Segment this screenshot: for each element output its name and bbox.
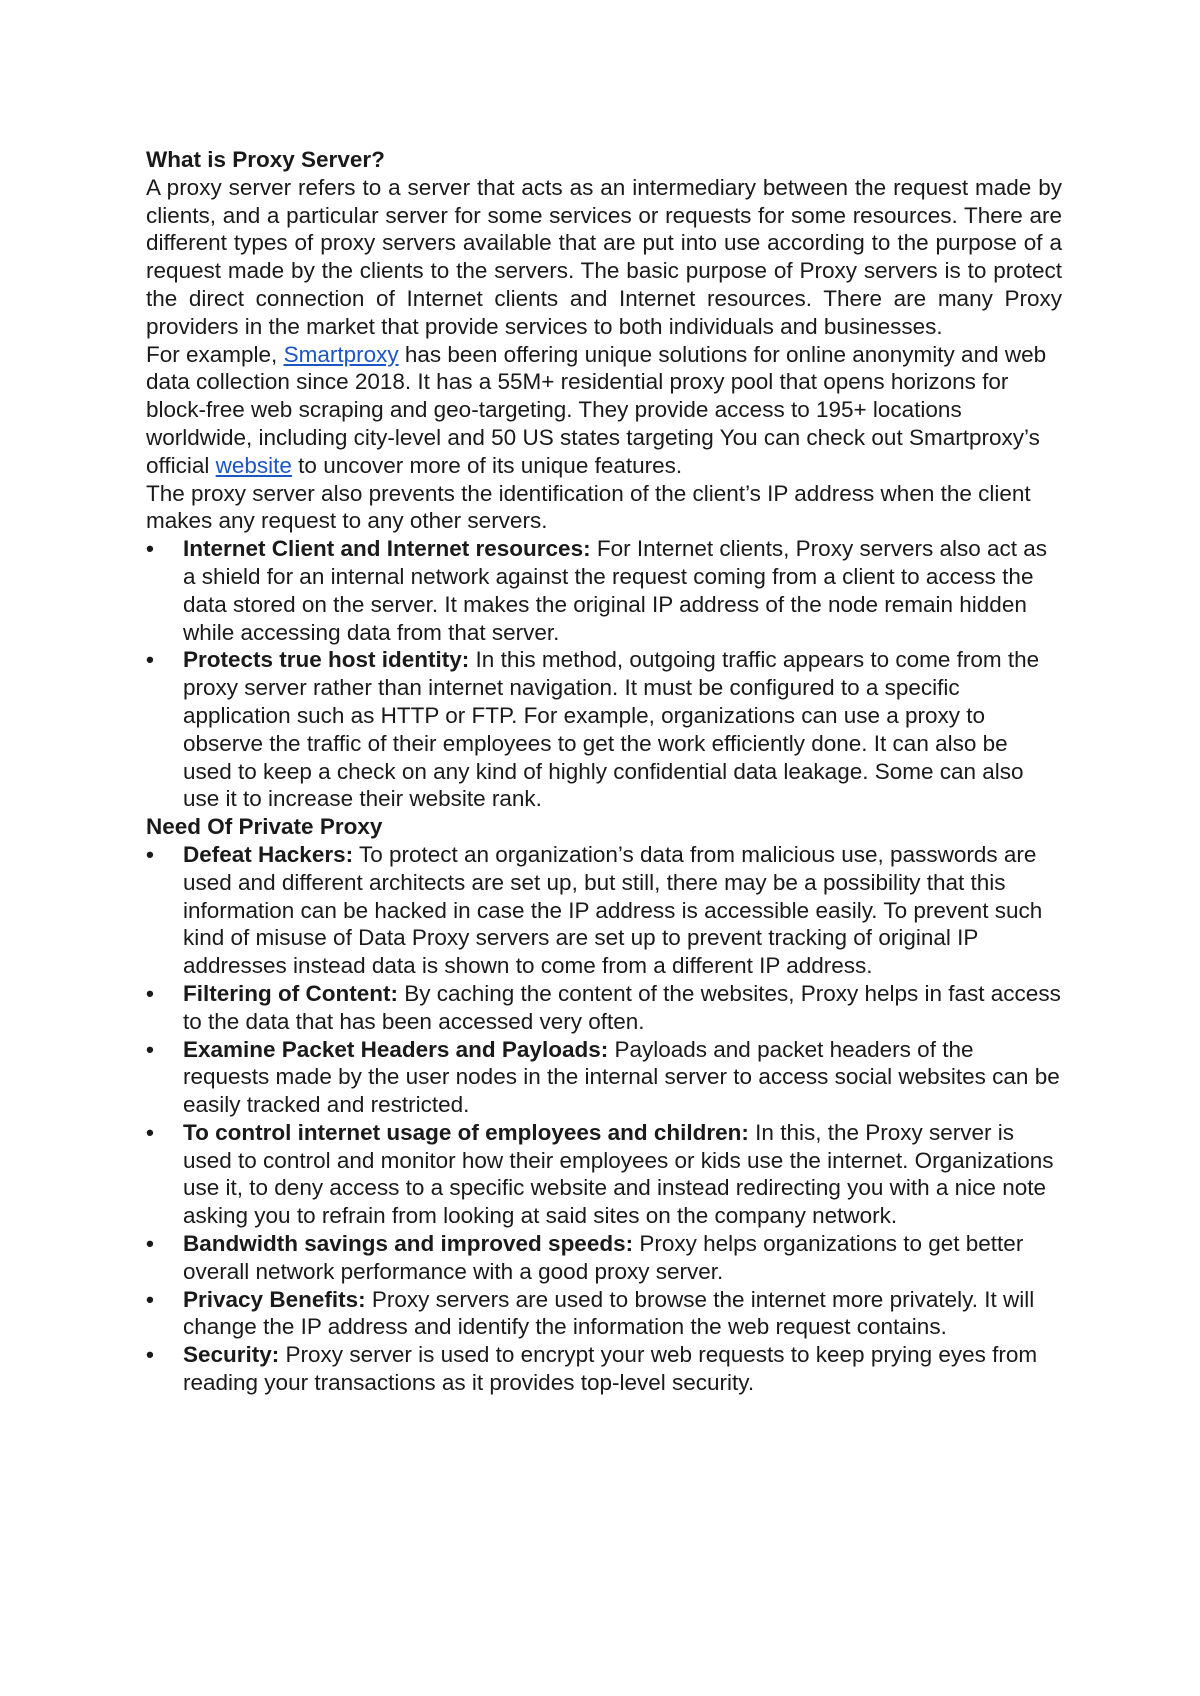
bullet-icon: • bbox=[146, 1342, 154, 1368]
bullet-icon: • bbox=[146, 536, 154, 562]
list-item bbox=[146, 980, 1062, 1036]
example-prefix: For example, bbox=[146, 341, 284, 367]
bullet-icon: • bbox=[146, 647, 154, 673]
list-item bbox=[146, 535, 1062, 646]
proxy-features-list bbox=[146, 535, 1062, 813]
document-page bbox=[146, 146, 1062, 1397]
list-item bbox=[146, 1286, 1062, 1342]
list-item-text: Proxy helps organizations to get better overall network performance with a good proxy server. bbox=[183, 1231, 1024, 1284]
list-item-text: To protect an organization’s data from malicious use, passwords are used and different architects are set up, but still, there may be a possibility that this information can be hacked in case the IP address is accessible easily. To prevent such kind of misuse of Data Proxy servers are set up to prevent tracking of original IP addresses instead data is shown to come from a different IP address. bbox=[183, 841, 1043, 979]
list-item-term: Protects true host identity: bbox=[183, 647, 470, 673]
intro-paragraph: A proxy server refers to a server that acts as an intermediary between the request made by clients, and a particular server for some services or requests for some resources. There are different types of proxy servers available that are put into use according to the purpose of a request made by the clients to the servers. The basic purpose of Proxy servers is to protect the direct connection of Internet clients and Internet resources. There are many Proxy providers in the market that provide services to both individuals and businesses. bbox=[146, 174, 1062, 339]
list-item-term: Privacy Benefits: bbox=[183, 1286, 366, 1312]
list-item-term: Internet Client and Internet resources: bbox=[183, 536, 591, 562]
list-item-text: Payloads and packet headers of the requests made by the user nodes in the internal server to access social websites can be easily tracked and restricted. bbox=[183, 1036, 1060, 1118]
list-item-text: Proxy servers are used to browse the internet more privately. It will change the IP address and identify the information the web request contains. bbox=[183, 1286, 1035, 1340]
example-suffix: to uncover more of its unique features. bbox=[291, 452, 683, 478]
list-item-text: Proxy server is used to encrypt your web requests to keep prying eyes from reading your transactions as it provides top-level security. bbox=[183, 1342, 1038, 1396]
list-item-text: In this, the Proxy server is used to control and monitor how their employees or kids use the internet. Organizations use it, to deny access to a specific website and instead redirecting you with a nice note asking you to refrain from looking at said sites on the company network. bbox=[183, 1119, 1054, 1229]
bullet-icon: • bbox=[146, 841, 154, 867]
list-item-text: In this method, outgoing traffic appears to come from the proxy server rather than internet navigation. It must be configured to a specific application such as HTTP or FTP. For example, organizations can use a proxy to observe the traffic of their employees to get the work efficiently done. It can also be used to keep a check on any kind of highly confidential data leakage. Some can also use it to increase their website rank. bbox=[183, 647, 1040, 812]
website-link[interactable]: website bbox=[215, 452, 292, 478]
bullet-icon: • bbox=[146, 1036, 154, 1062]
example-middle: has been offering unique solutions for online anonymity and web data collection since 2018. It has a 55M+ residential proxy pool that opens horizons for block-free web scraping and geo-targeting. They provide access to 195+ locations worldwide, including city-level and 50 US states targeting You can check out Smartproxy’s official bbox=[146, 341, 1047, 478]
list-item bbox=[146, 841, 1062, 980]
list-item bbox=[146, 1230, 1062, 1286]
list-item bbox=[146, 646, 1062, 813]
list-item bbox=[146, 1341, 1062, 1397]
list-item-term: Bandwidth savings and improved speeds: bbox=[183, 1231, 634, 1257]
list-item-term: Security: bbox=[183, 1342, 280, 1368]
bullet-icon: • bbox=[146, 980, 154, 1006]
bullet-icon: • bbox=[146, 1286, 154, 1312]
list-item-term: Examine Packet Headers and Payloads: bbox=[183, 1036, 609, 1062]
example-paragraph bbox=[146, 341, 1062, 480]
bullet-icon: • bbox=[146, 1231, 154, 1257]
bullet-icon: • bbox=[146, 1119, 154, 1145]
section-heading-private-proxy: Need Of Private Proxy bbox=[146, 814, 383, 840]
section-heading-proxy-server: What is Proxy Server? bbox=[146, 147, 385, 172]
list-item bbox=[146, 1036, 1062, 1119]
smartproxy-link[interactable]: Smartproxy bbox=[283, 341, 399, 367]
private-proxy-needs-list bbox=[146, 841, 1062, 1397]
list-item-term: Filtering of Content: bbox=[183, 980, 398, 1006]
identity-paragraph: The proxy server also prevents the identification of the client’s IP address when the client makes any request to any other servers. bbox=[146, 480, 1031, 534]
list-item-term: To control internet usage of employees and children: bbox=[183, 1119, 749, 1145]
list-item-text: By caching the content of the websites, Proxy helps in fast access to the data that has been accessed very often. bbox=[183, 980, 1061, 1034]
list-item-text: For Internet clients, Proxy servers also act as a shield for an internal network against the request coming from a client to access the data stored on the server. It makes the original IP address of the node remain hidden while accessing data from that server. bbox=[183, 536, 1048, 645]
list-item-term: Defeat Hackers: bbox=[183, 841, 354, 867]
list-item bbox=[146, 1119, 1062, 1230]
